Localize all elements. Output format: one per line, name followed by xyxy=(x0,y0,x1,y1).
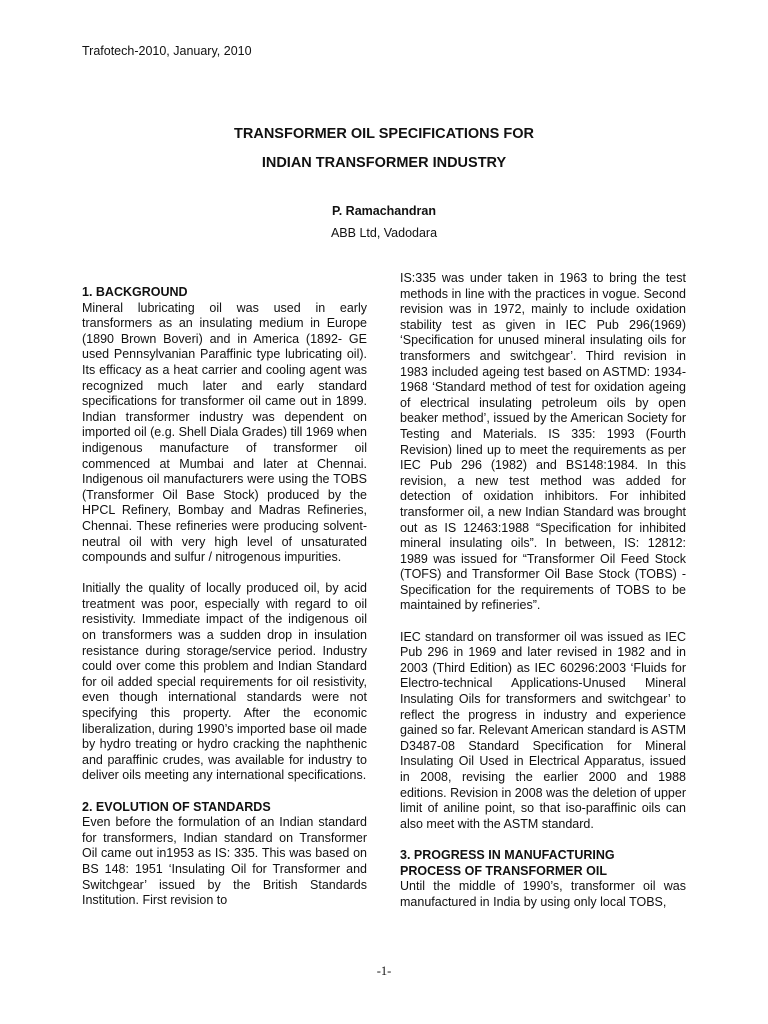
right-paragraph-1: IS:335 was under taken in 1963 to bring the test methods in line with the practices in vogue. Second revision was in 1972, mainly to include oxidation stability test as given in IEC Pub 296(1969) ‘Specification for unused mineral insulating oils for transformers and switchgear’. Third revision in 1983 included ageing test based on ASTMD: 1934-1968 ‘Standard method of test for oxidation ageing of electrical insulating petroleum oils by open beaker method’, issued by the American Society for Testing and Materials. IS 335: 1993 (Fourth Revision) lined up to meet the requirements as per IEC Pub 296 (1982) and BS148:1984. In this revision, a new test method was added for detection of oxidation inhibitors. For inhibited transformer oil, a new Indian Standard was brought out as IS 12463:1988 “Specification for inhibited mineral insulating oils”. In between, IS: 12812: 1989 was issued for “Transformer Oil Feed Stock (TOFS) and Transformer Oil Base Stock (TOBS) - Specification for the requirements of TOBS to be maintained by refineries”. xyxy=(400,271,686,613)
author-name: P. Ramachandran xyxy=(332,204,436,218)
right-paragraph-2: IEC standard on transformer oil was issued as IEC Pub 296 in 1969 and later revised in 1982 and in 2003 (Third Edition) as IEC 60296:2003 ‘Fluids for Electro-technical Applications-Unused Mineral Insulating Oils for transformers and switchgear’ to reflect the progress in industry and experience gained so far. Relevant American standard is ASTM D3487-08 Standard Specification for Mineral Insulating Oil Used in Electrical Apparatus, issued in 2008, revising the earlier 2000 and 1988 editions. Revision in 2008 was the deletion of upper limit of aniline point, so that iso-paraffinic oils can also meet with the ASTM standard. xyxy=(400,629,686,831)
section-1-paragraph-2: Initially the quality of locally produced oil, by acid treatment was poor, especially with regard to oil resistivity. Immediate impact of the indigenous oil on transformers was a sudden drop in insulation resistance during storage/service period. Industry could over come this problem and Indian Standard for oil added special requirements for oil resistivity, even though international standards were not specifying this property. After the economic liberalization, during 1990’s imported base oil made by hydro treating or hydro cracking the naphthenic and paraffinic crudes, was available for industry to deliver oils meeting any international specifications. xyxy=(82,581,367,783)
running-header: Trafotech-2010, January, 2010 xyxy=(82,44,252,58)
section-2-paragraph-1: Even before the formulation of an Indian standard for transformers, Indian standard on Transformer Oil came out in1953 as IS: 335. This was based on BS 148: 1951 ‘Insulating Oil for Transformer and Switchgear’ issued by the British Standards Institution. First revision to xyxy=(82,815,367,908)
section-1-paragraph-1: Mineral lubricating oil was used in early transformers as an insulating medium in Europe (1890 Brown Boveri) and in America (1892- GE used Pennsylvanian Paraffinic type lubricating oil). Its efficacy as a heat carrier and cooling agent was recognized much later and early standard specifications for transformer oil came out in 1899. Indian transformer industry was dependent on imported oil (e.g. Shell Diala Grades) till 1969 when indigenous manufacture of transformer oil commenced at Mumbai and later at Chennai. Indigenous oil manufacturers were using the TOBS (Transformer Oil Base Stock) produced by the HPCL Refinery, Bombay and Madras Refineries, Chennai. These refineries were producing solvent-neutral oil with very high level of unsaturated compounds and sulfur / nitrogenous impurities. xyxy=(82,300,367,565)
right-column xyxy=(400,271,686,910)
section-3-paragraph-1: Until the middle of 1990’s, transformer oil was manufactured in India by using only local TOBS, xyxy=(400,879,686,909)
page-number: -1- xyxy=(376,964,392,978)
left-column xyxy=(82,285,367,909)
section-2-heading: 2. EVOLUTION OF STANDARDS xyxy=(82,799,271,814)
section-1-heading: 1. BACKGROUND xyxy=(82,285,188,299)
author-affiliation: ABB Ltd, Vadodara xyxy=(330,226,438,240)
paper-title-line-1: TRANSFORMER OIL SPECIFICATIONS FOR xyxy=(234,126,534,142)
paper-title-line-2: INDIAN TRANSFORMER INDUSTRY xyxy=(261,155,507,171)
section-3-heading-line-1: 3. PROGRESS IN MANUFACTURING xyxy=(400,847,615,862)
section-3-heading-line-2: PROCESS OF TRANSFORMER OIL xyxy=(400,863,607,878)
